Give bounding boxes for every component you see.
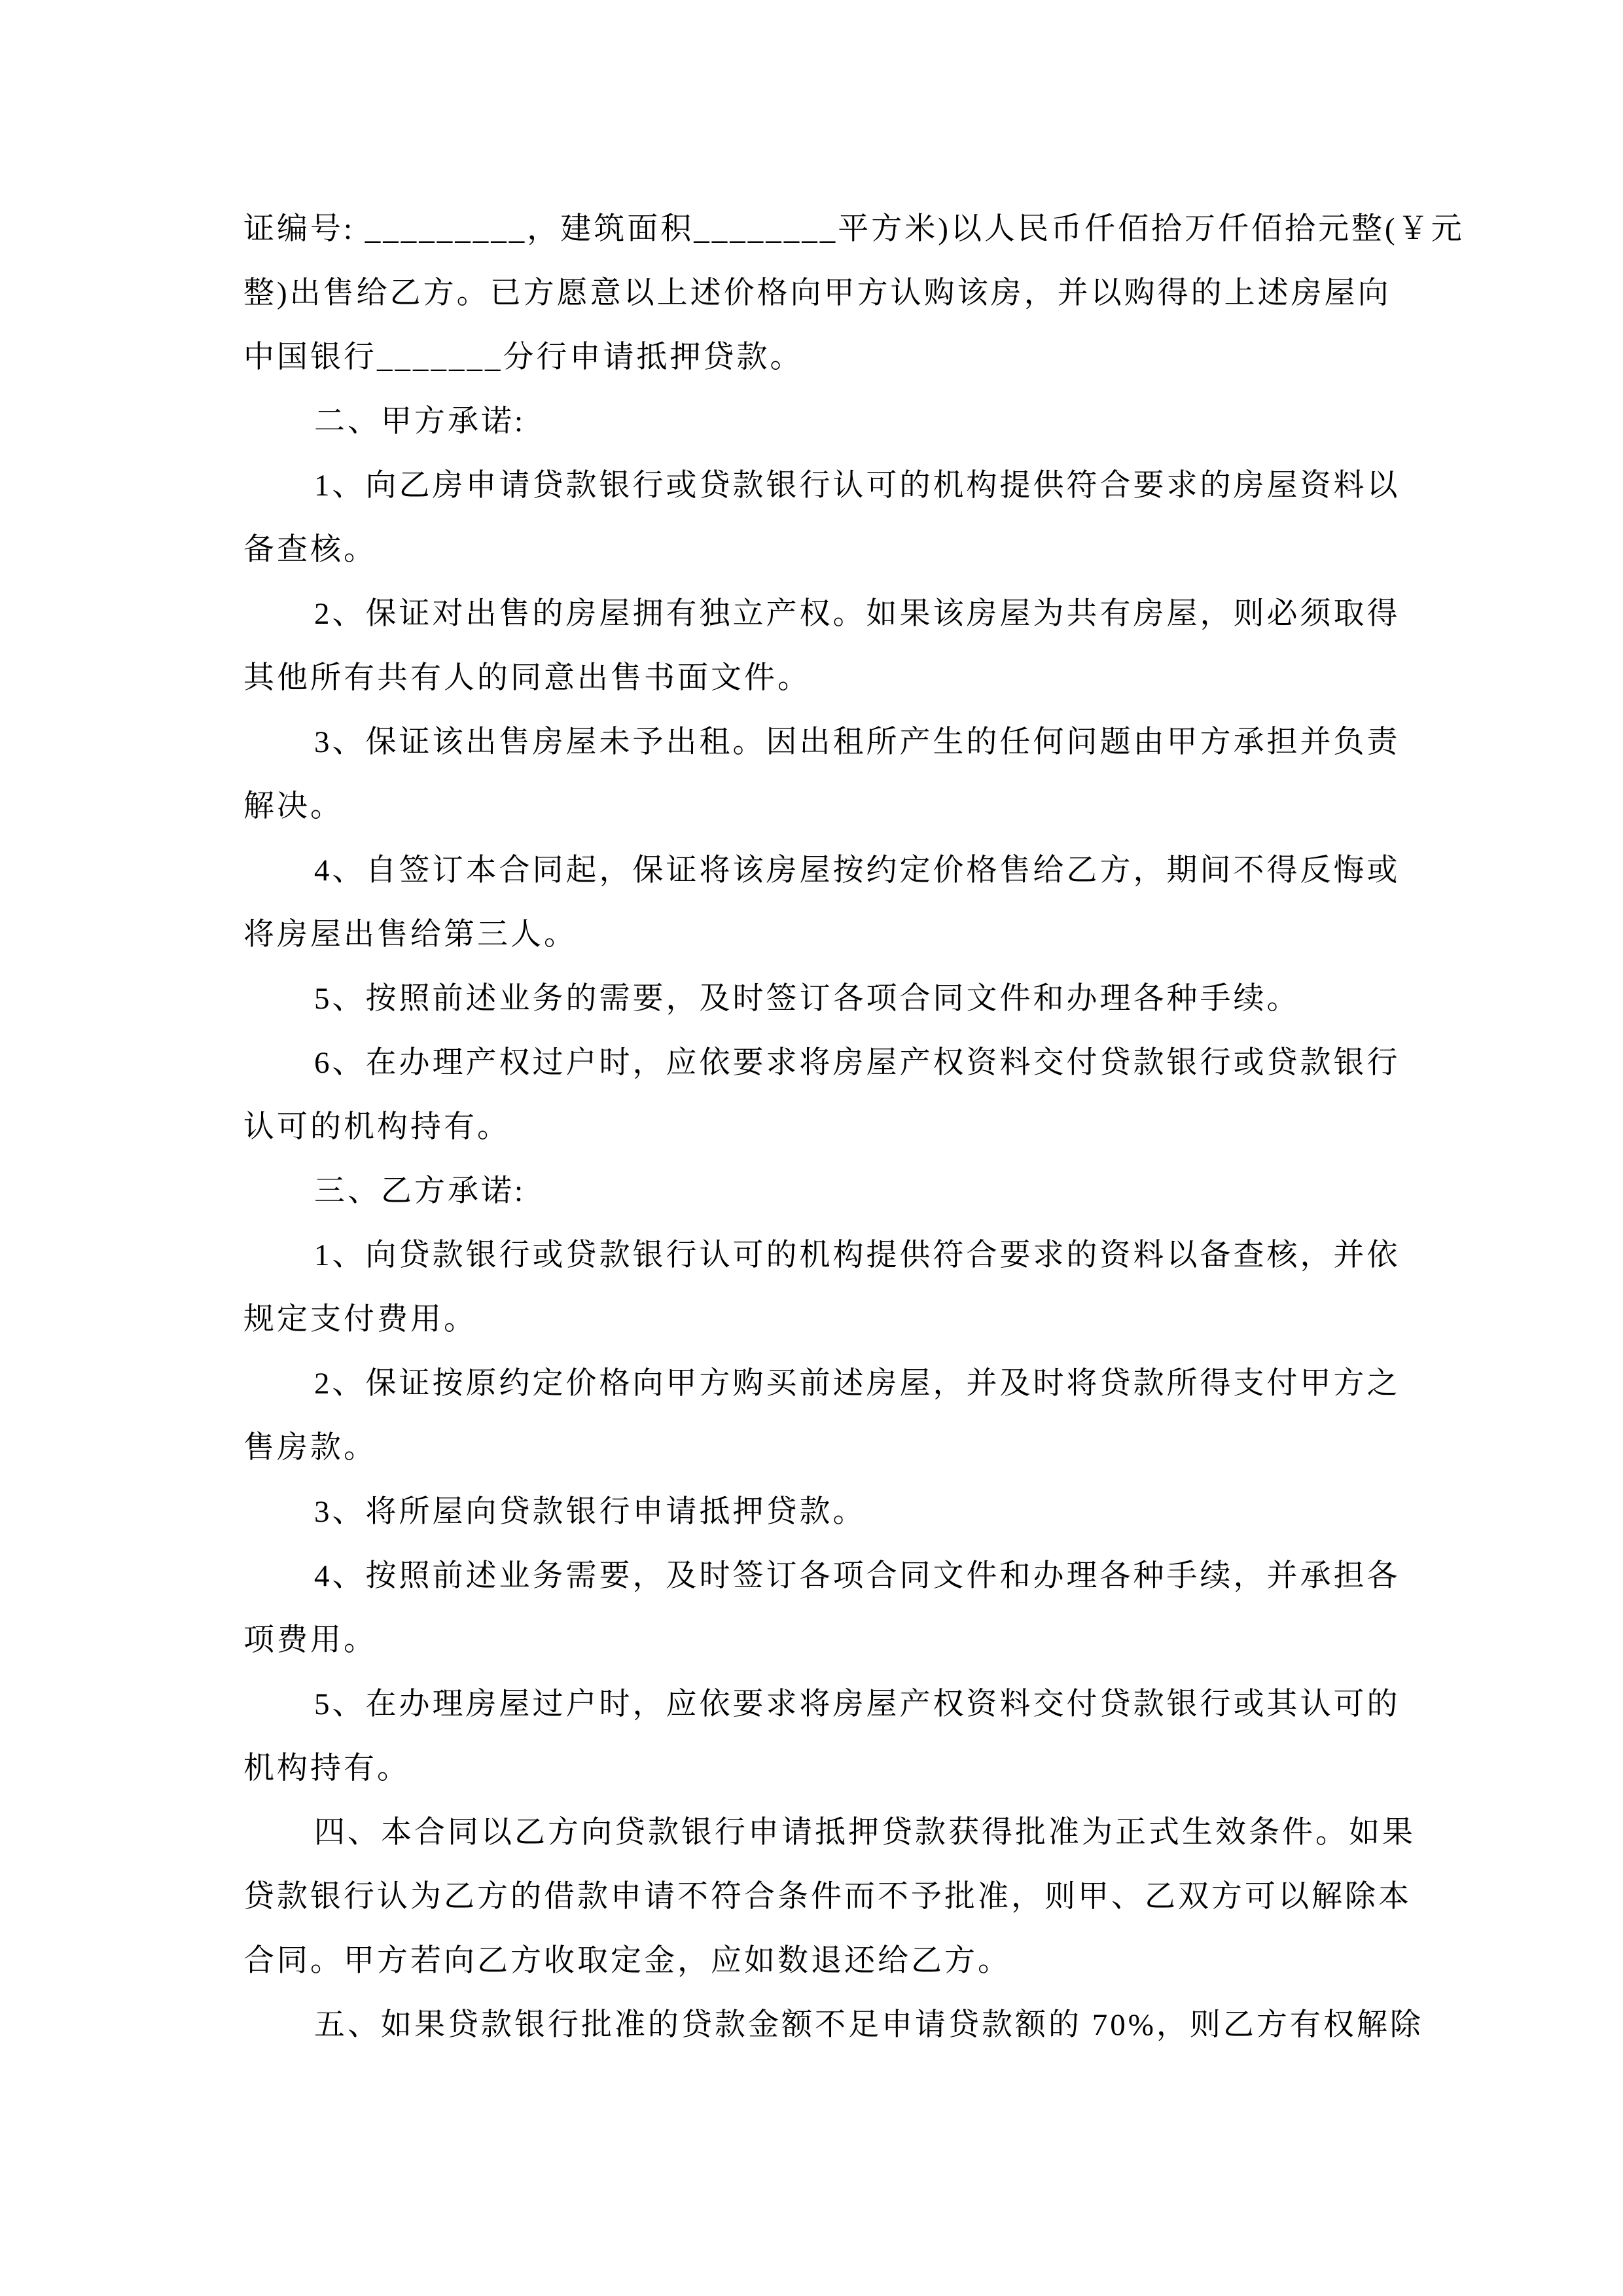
text-line: 二、甲方承诺:: [314, 404, 526, 439]
text-line: 机构持有。: [243, 1751, 410, 1785]
text-line: 规定支付费用。: [243, 1302, 477, 1336]
text-line: 4、按照前述业务需要，及时签订各项合同文件和办理各种手续，并承担各: [314, 1559, 1400, 1593]
text-line: 备查核。: [243, 533, 377, 567]
text-line: 3、保证该出售房屋未予出租。因出租所产生的任何问题由甲方承担并负责: [314, 725, 1400, 759]
text-line: 售房款。: [243, 1431, 377, 1465]
text-line: 4、自签订本合同起，保证将该房屋按约定价格售给乙方，期间不得反悔或: [314, 853, 1400, 888]
text-line: 其他所有共有人的同意出售书面文件。: [243, 661, 811, 695]
text-line: 中国银行_______分行申请抵押贷款。: [243, 340, 804, 374]
contract-body: [243, 197, 1465, 2057]
text-line: 1、向贷款银行或贷款银行认可的机构提供符合要求的资料以备查核，并依: [314, 1238, 1400, 1272]
text-line: 整)出售给乙方。已方愿意以上述价格向甲方认购该房，并以购得的上述房屋向: [243, 276, 1391, 310]
text-line: 将房屋出售给第三人。: [243, 918, 577, 952]
text-line: 2、保证对出售的房屋拥有独立产权。如果该房屋为共有房屋，则必须取得: [314, 597, 1400, 631]
text-line: 6、在办理产权过户时，应依要求将房屋产权资料交付贷款银行或贷款银行: [314, 1046, 1400, 1080]
text-line: 5、按照前述业务的需要，及时签订各项合同文件和办理各种手续。: [314, 982, 1300, 1016]
text-line: 2、保证按原约定价格向甲方购买前述房屋，并及时将贷款所得支付甲方之: [314, 1367, 1400, 1401]
text-line: 3、将所屋向贷款银行申请抵押贷款。: [314, 1495, 866, 1529]
text-line: 解决。: [243, 789, 344, 823]
text-line: 贷款银行认为乙方的借款申请不符合条件而不予批准，则甲、乙双方可以解除本: [243, 1880, 1412, 1914]
text-line: 五、如果贷款银行批准的贷款金额不足申请贷款额的 70%，则乙方有权解除: [314, 2008, 1423, 2042]
text-line: 合同。甲方若向乙方收取定金，应如数退还给乙方。: [243, 1944, 1011, 1978]
text-line: 三、乙方承诺:: [314, 1174, 526, 1208]
text-line: 认可的机构持有。: [243, 1110, 510, 1144]
text-line: 项费用。: [243, 1623, 377, 1657]
text-line: 证编号: _________，建筑面积________平方米)以人民币仟佰拾万仟佰拾元整(￥元: [243, 212, 1465, 246]
text-line: 5、在办理房屋过户时，应依要求将房屋产权资料交付贷款银行或其认可的: [314, 1687, 1400, 1721]
text-line: 四、本合同以乙方向贷款银行申请抵押贷款获得批准为正式生效条件。如果: [314, 1816, 1416, 1850]
text-line: 1、向乙房申请贷款银行或贷款银行认可的机构提供符合要求的房屋资料以: [314, 469, 1400, 503]
